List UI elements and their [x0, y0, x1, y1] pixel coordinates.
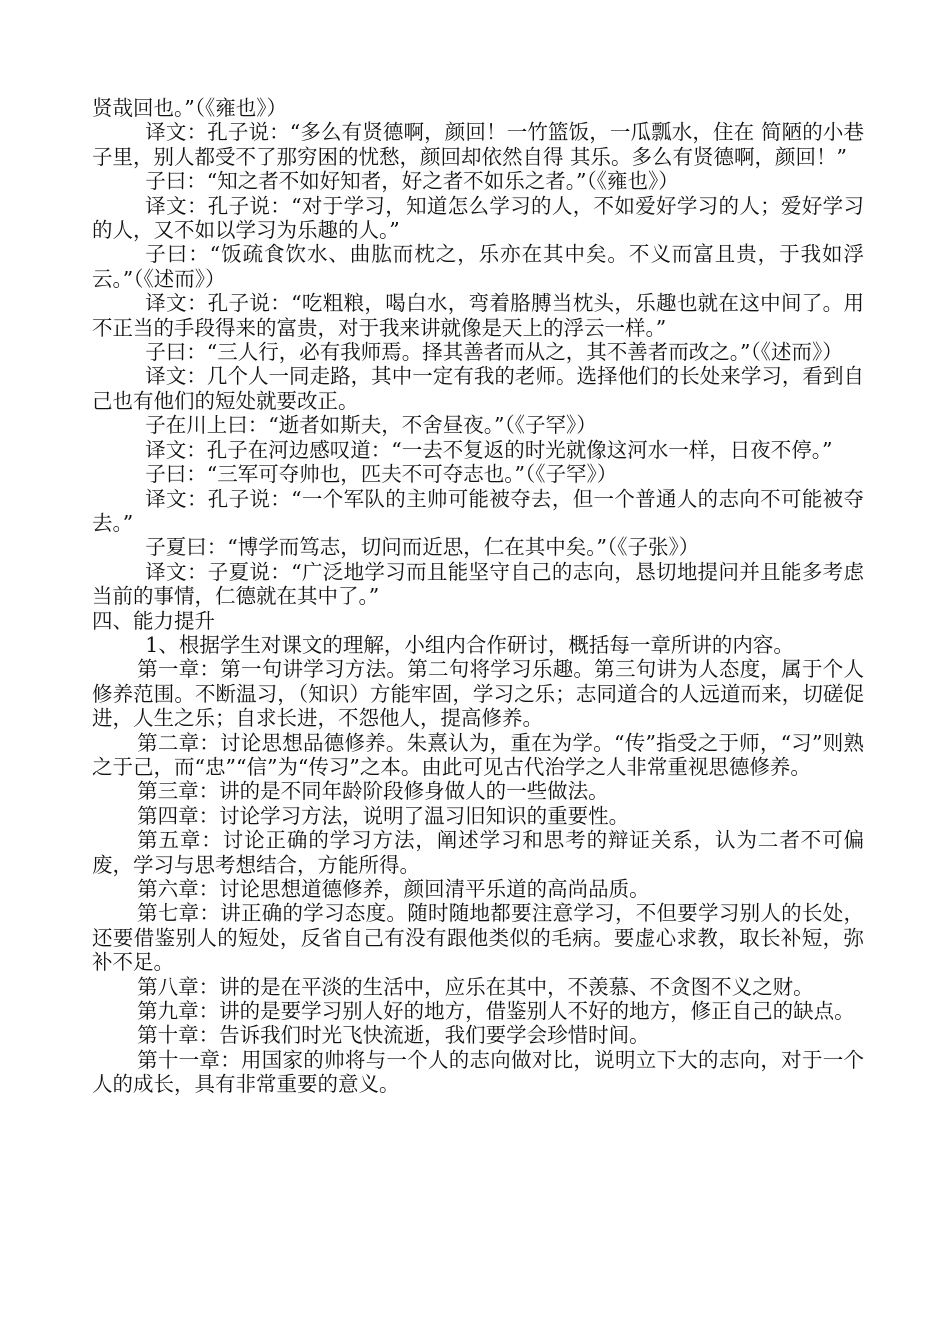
paragraph-11: 子曰：“三军可夺帅也，匹夫不可夺志也。”（《子罕》） — [145, 462, 618, 487]
section-heading: 四、能力提升 — [92, 608, 215, 633]
paragraph-12: 译文：孔子说：“一个军队的主帅可能被夺去，但一个普通人的志向不可能被夺去。” — [92, 486, 864, 535]
chapter-3-summary: 第三章：讲的是不同年龄阶段修身做人的一些做法。 — [137, 779, 609, 804]
paragraph-5: 子曰：“饭疏食饮水、曲肱而枕之，乐亦在其中矣。不义而富且贵，于我如浮云。”（《述而》） — [92, 242, 864, 291]
chapter-1-summary: 第一章：第一句讲学习方法。第二句将学习乐趣。第三句讲为人态度，属于个人修养范围。不断温习，（知识）方能牢固，学习之乐；志同道合的人远道而来，切磋促进，人生之乐；自求长进，不怨他人，提高修养。 — [92, 657, 864, 731]
chapter-6-summary: 第六章：讨论思想道德修养，颜回清平乐道的高尚品质。 — [137, 877, 650, 901]
paragraph-1: 贤哉回也。”（《雍也》） — [92, 96, 287, 120]
paragraph-7: 子曰：“三人行，必有我师焉。择其善者而从之，其不善者而改之。”（《述而》） — [145, 340, 843, 365]
document-page — [92, 96, 864, 1097]
chapter-10-summary: 第十章：告诉我们时光飞快流逝，我们要学会珍惜时间。 — [137, 1023, 650, 1048]
chapter-7-summary: 第七章：讲正确的学习态度。随时随地都要注意学习，不但要学习别人的长处，还要借鉴别人的短处，反省自己有没有跟他类似的毛病。要虚心求教，取长补短，弥补不足。 — [92, 901, 864, 975]
chapter-2-summary: 第二章：讨论思想品德修养。朱熹认为，重在为学。“传”指受之于师，“习”则熟之于己，而“忠”“信”为“传习”之本。由此可见古代治学之人非常重视思德修养。 — [92, 730, 864, 779]
paragraph-6: 译文：孔子说：“吃粗粮，喝白水，弯着胳膊当枕头，乐趣也就在这中间了。用不正当的手段得来的富贵，对于我来讲就像是天上的浮云一样。” — [92, 291, 864, 340]
chapter-8-summary: 第八章：讲的是在平淡的生活中，应乐在其中，不羡慕、不贪图不义之财。 — [137, 974, 814, 999]
paragraph-14: 译文：子夏说：“广泛地学习而且能坚守自己的志向，恳切地提问并且能多考虑当前的事情，仁德就在其中了。” — [92, 559, 864, 609]
paragraph-16: 1、根据学生对课文的理解，小组内合作研讨，概括每一章所讲的内容。 — [145, 632, 794, 657]
paragraph-9: 子在川上曰：“逝者如斯夫，不舍昼夜。”（《子罕》） — [145, 413, 597, 438]
paragraph-8: 译文：几个人一同走路，其中一定有我的老师。选择他们的长处来学习，看到自己也有他们的短处就要改正。 — [92, 364, 864, 413]
paragraph-4: 译文：孔子说：“对于学习，知道怎么学习的人，不如爱好学习的人；爱好学习的人，又不如以学习为乐趣的人。” — [92, 193, 864, 243]
paragraph-2: 译文：孔子说：“多么有贤德啊，颜回！一竹篮饭，一瓜瓢水，住在 简陋的小巷子里，别人都受不了那穷困的忧愁，颜回却依然自得 其乐。多么有贤德啊，颜回！” — [92, 120, 864, 169]
chapter-11-summary: 第十一章：用国家的帅将与一个人的志向做对比，说明立下大的志向，对于一个人的成长，具有非常重要的意义。 — [92, 1047, 864, 1097]
paragraph-13: 子夏曰：“博学而笃志，切问而近思，仁在其中矣。”（《子张》） — [145, 535, 700, 560]
paragraph-3: 子曰：“知之者不如好知者，好之者不如乐之者。”（《雍也》） — [145, 169, 679, 194]
chapter-4-summary: 第四章：讨论学习方法，说明了温习旧知识的重要性。 — [137, 803, 630, 828]
paragraph-10: 译文：孔子在河边感叹道：“一去不复返的时光就像这河水一样，日夜不停。” — [145, 437, 833, 462]
chapter-9-summary: 第九章：讲的是要学习别人好的地方，借鉴别人不好的地方，修正自己的缺点。 — [137, 999, 855, 1024]
chapter-5-summary: 第五章：讨论正确的学习方法，阐述学习和思考的辩证关系，认为二者不可偏废，学习与思考想结合，方能所得。 — [92, 828, 864, 877]
